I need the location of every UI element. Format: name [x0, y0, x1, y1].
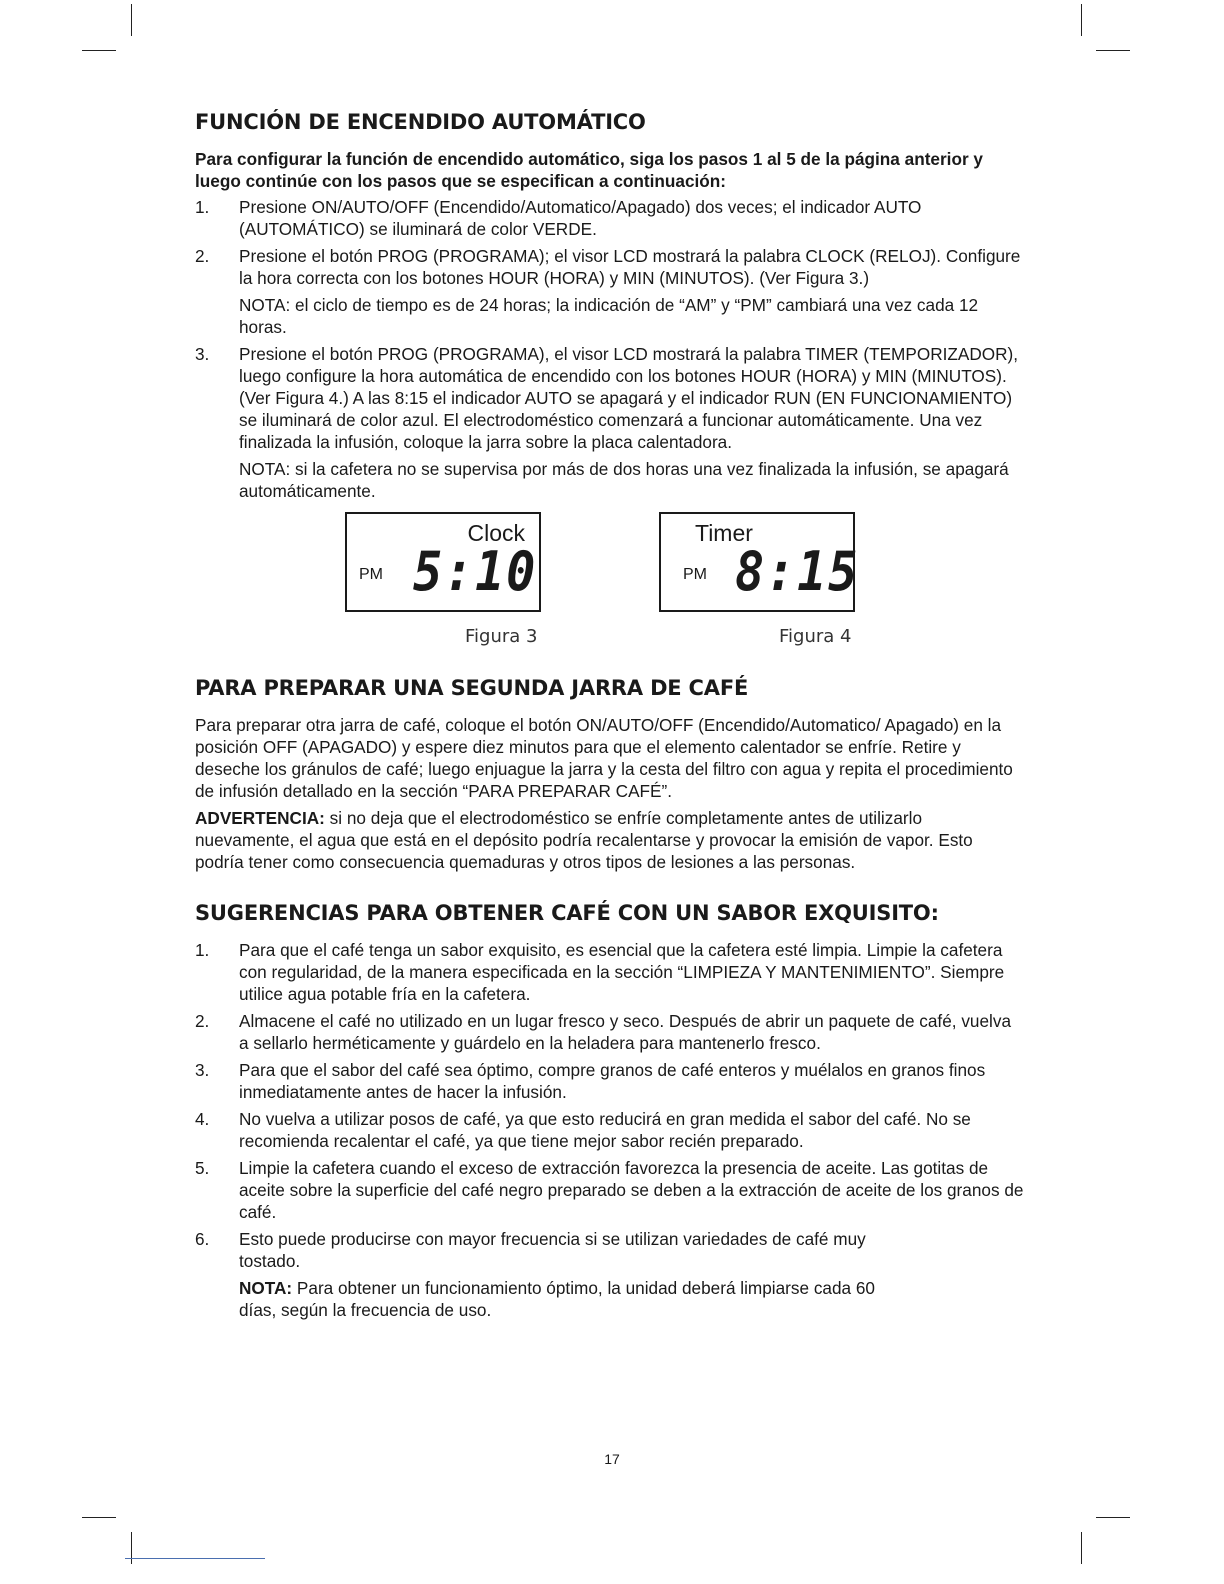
- list-item: [195, 1010, 1025, 1054]
- list-item: [195, 343, 1025, 502]
- step-text: Almacene el café no utilizado en un lugar fresco y seco. Después de abrir un paquete de café, vuelva a sellarlo herméticamente y guárdelo en la heladera para mantenerlo fresco.: [239, 1011, 1012, 1053]
- step-note: NOTA: el ciclo de tiempo es de 24 horas; la indicación de “AM” y “PM” cambiará una vez cada 12 horas.: [239, 295, 979, 337]
- list-item: [195, 1108, 1025, 1152]
- step-text: Para que el sabor del café sea óptimo, compre granos de café enteros y muélalos en granos finos inmediatamente antes de hacer la infusión.: [239, 1060, 986, 1102]
- warning-paragraph: [195, 807, 1025, 873]
- step-number: 1.: [195, 940, 210, 960]
- step-number: 3.: [195, 1060, 210, 1080]
- list-item: [195, 939, 1025, 1005]
- auto-on-steps: [195, 196, 1025, 502]
- tips-list: [195, 939, 1025, 1321]
- bottom-rule: [125, 1558, 265, 1559]
- step-text: No vuelva a utilizar posos de café, ya que esto reducirá en gran medida el sabor del café. No se recomienda recalentar el café, ya que tiene mejor sabor recién preparado.: [239, 1109, 971, 1151]
- crop-mark: [131, 4, 132, 36]
- note-text: Para obtener un funcionamiento óptimo, la unidad deberá limpiarse cada 60 días, según la frecuencia de uso.: [239, 1278, 875, 1320]
- step-number: 3.: [195, 344, 210, 364]
- crop-mark: [82, 1517, 116, 1518]
- step-text: Esto puede producirse con mayor frecuencia si se utilizan variedades de café muy tostado.: [239, 1229, 866, 1271]
- lcd-display: [659, 512, 860, 612]
- list-item: [195, 1059, 1025, 1103]
- step-note: [239, 1277, 899, 1321]
- lcd-time: 8:15: [735, 540, 860, 603]
- figure-caption: Figura 4: [779, 626, 852, 647]
- lcd-mode-word: Timer: [695, 520, 753, 546]
- figure-4: [659, 512, 860, 647]
- step-text: Presione el botón PROG (PROGRAMA); el visor LCD mostrará la palabra CLOCK (RELOJ). Configure la hora correcta con los botones HOUR (HORA) y MIN (MINUTOS). (Ver Figura 3.): [239, 246, 1021, 288]
- crop-mark: [131, 1532, 132, 1564]
- step-number: 2.: [195, 1011, 210, 1031]
- crop-mark: [1096, 50, 1130, 51]
- warning-text: si no deja que el electrodoméstico se enfríe completamente antes de utilizarlo nuevamente, el agua que está en el depósito podría recalentarse y provocar la emisión de vapor. Esto podría tener como consecuencia quemaduras y otros tipos de lesiones a las personas.: [195, 808, 973, 872]
- step-text: Para que el café tenga un sabor exquisito, es esencial que la cafetera esté limpia. Limpie la cafetera con regularidad, de la manera especificada en la sección “LIMPIEZA Y MANTENIMIENTO”. Siempre utilice agua potable fría en la cafetera.: [239, 940, 1005, 1004]
- figure-caption: Figura 3: [465, 626, 538, 647]
- section-title-tips: SUGERENCIAS PARA OBTENER CAFÉ CON UN SABOR EXQUISITO:: [195, 901, 939, 925]
- crop-mark: [1096, 1517, 1130, 1518]
- step-text: Presione el botón PROG (PROGRAMA), el visor LCD mostrará la palabra TIMER (TEMPORIZADOR), luego configure la hora automática de encendido con los botones HOUR (HORA) y MIN (MINUTOS). (Ver Figura 4.) A las 8:15 el indicador AUTO se apagará y el indicador RUN (EN FUNCIONAMIENTO) se iluminará de color azul. El electrodoméstico comenzará a funcionar automáticamente. Una vez finalizada la infusión, coloque la jarra sobre la placa calentadora.: [239, 344, 1019, 452]
- step-number: 6.: [195, 1229, 210, 1249]
- step-text: Presione ON/AUTO/OFF (Encendido/Automatico/Apagado) dos veces; el indicador AUTO (AUTOMÁTICO) se iluminará de color VERDE.: [239, 197, 922, 239]
- lcd-figures: [195, 512, 1025, 672]
- lcd-period: PM: [359, 566, 383, 583]
- list-item: [195, 1157, 1025, 1223]
- lcd-period: PM: [683, 566, 707, 583]
- section-title-second-pot: PARA PREPARAR UNA SEGUNDA JARRA DE CAFÉ: [195, 676, 749, 700]
- page-number: 17: [604, 1451, 620, 1467]
- section-intro: Para configurar la función de encendido automático, siga los pasos 1 al 5 de la página anterior y luego continúe con los pasos que se especifican a continuación:: [195, 149, 983, 191]
- step-number: 1.: [195, 197, 210, 217]
- crop-mark: [1081, 1532, 1082, 1564]
- list-item: [195, 245, 1025, 338]
- step-number: 2.: [195, 246, 210, 266]
- note-label: NOTA:: [239, 1278, 293, 1298]
- lcd-mode-word: Clock: [467, 520, 525, 546]
- list-item: [195, 1228, 1025, 1321]
- page-content: [195, 110, 1025, 1326]
- step-note: NOTA: si la cafetera no se supervisa por más de dos horas una vez finalizada la infusión, se apagará automáticamente.: [239, 459, 1009, 501]
- lcd-time: 5:10: [413, 540, 538, 603]
- step-number: 4.: [195, 1109, 210, 1129]
- section-title-auto-on: FUNCIÓN DE ENCENDIDO AUTOMÁTICO: [195, 110, 646, 134]
- warning-label: ADVERTENCIA:: [195, 808, 325, 828]
- step-text: Limpie la cafetera cuando el exceso de extracción favorezca la presencia de aceite. Las gotitas de aceite sobre la superficie del café negro preparado se deben a la extracción de aceite de los granos de café.: [239, 1158, 1024, 1222]
- lcd-display: [345, 512, 541, 612]
- list-item: [195, 196, 1025, 240]
- figure-3: [345, 512, 541, 647]
- crop-mark: [82, 50, 116, 51]
- section-body: Para preparar otra jarra de café, coloque el botón ON/AUTO/OFF (Encendido/Automatico/ Apagado) en la posición OFF (APAGADO) y espere diez minutos para que el elemento calentador se enfríe. Retire y deseche los gránulos de café; luego enjuague la jarra y la cesta del filtro con agua y repita el procedimiento de infusión detallado en la sección “PARA PREPARAR CAFÉ”.: [195, 715, 1013, 801]
- crop-mark: [1081, 4, 1082, 36]
- step-number: 5.: [195, 1158, 210, 1178]
